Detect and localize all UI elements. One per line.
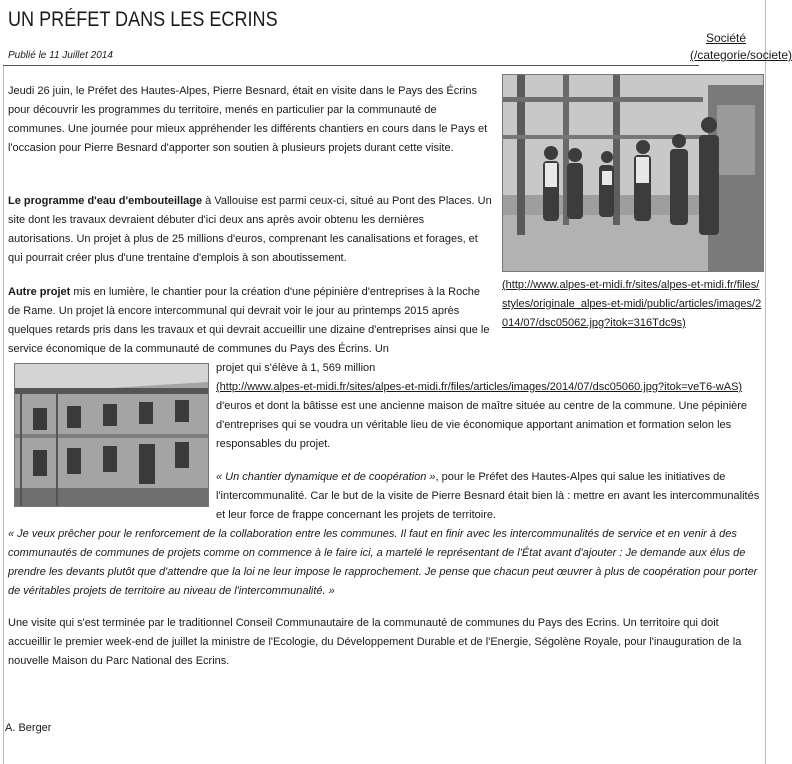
photo2-link[interactable]: (http://www.alpes-et-midi.fr/sites/alpes-et-midi.fr/files/articles/images/2014/07/dsc05060.jpg?itok=veT6-wAS) (216, 381, 743, 393)
water-heading: Le programme d'eau d'embouteillage (8, 195, 203, 207)
paragraph-water (8, 192, 492, 268)
category-label[interactable]: Société (705, 31, 747, 45)
category-url[interactable]: (/categorie/societe) (690, 48, 792, 62)
nursery-heading: Autre projet (8, 286, 71, 298)
author-name: A. Berger (5, 722, 52, 734)
paragraph-quote: « Je veux prêcher pour le renforcement de la collaboration entre les communes. Il faut en finir avec les intercommunalités de service et en venir à des communautés de communes de projets comme on commence à le faire ici, a martelé le représentant de l'État avant d'ajouter : Je demande aux élus de prendre les devants plutôt que d'attendre que la loi ne leur impose le rapprochement. Je pense que chacun peut œuvrer à plus de coopération pour porter de véritables projets de territoire au niveau de l'intercommunalité. » (8, 528, 758, 597)
photo1-caption[interactable]: (http://www.alpes-et-midi.fr/sites/alpes-et-midi.fr/files/styles/originale_alpes-et-midi/public/articles/images/2014/07/dsc05062.jpg?itok=316Tdc9s) (502, 279, 762, 329)
paragraph-cost (216, 359, 760, 454)
photo-officials-drawing (503, 75, 763, 271)
paragraph-quote-lead (216, 468, 760, 525)
photo-building-drawing (15, 364, 208, 506)
header-rule (3, 65, 699, 66)
quote-title: « Un chantier dynamique et de coopération » (216, 471, 436, 483)
paragraph-nursery (8, 283, 492, 359)
category-link[interactable] (690, 30, 792, 64)
paragraph-intro: Jeudi 26 juin, le Préfet des Hautes-Alpes, Pierre Besnard, était en visite dans le Pays des Écrins pour découvrir les programmes du territoire, menés en particulier par la communauté de communes. Une journée pour mieux appréhender les différents chantiers en cours dans le Pays et l'occasion pour Pierre Besnard d'apporter son soutien à plusieurs projets durant cette visite. (8, 85, 488, 154)
cost-end: d'euros et dont la bâtisse est une ancienne maison de maître située au centre de la commune. Une pépinière d'entreprises qui se voudra un véritable lieu de vie économique apportant animation et formation selon les responsables du projet. (216, 400, 748, 450)
cost-start: projet qui s'élève à 1, 569 million (216, 362, 376, 374)
photo-building[interactable] (14, 363, 209, 507)
water-text: à Vallouise est parmi ceux-ci, situé au Pont des Places. Un site dont les travaux devraient débuter d'ici deux ans après avoir obtenu les dernières autorisations. Un projet à plus de 25 millions d'euros, comprenant les canalisations et forages, et qui pourrait créer plus d'une trentaine d'emplois à son aboutissement. (8, 195, 492, 264)
photo-officials[interactable] (502, 74, 764, 272)
photo1-link[interactable] (502, 276, 764, 333)
quote-lead-text: , pour le Préfet des Hautes-Alpes qui salue les initiatives de l'intercommunalité. Car le but de la visite de Pierre Besnard était bien là : mettre en avant les intercommunalités et leur force de frappe concernant les projets de territoire. (216, 471, 760, 521)
paragraph-closing: Une visite qui s'est terminée par le traditionnel Conseil Communautaire de la communauté de communes du Pays des Ecrins. Un territoire qui doit accueillir le premier week-end de juillet la ministre de l'Ecologie, du Développement Durable et de l'Energie, Ségolène Royale, pour l'inauguration de la nouvelle Maison du Parc National des Ecrins. (8, 617, 742, 667)
left-border (3, 65, 4, 764)
publish-date: Publié le 11 Juillet 2014 (8, 50, 113, 61)
article-title: UN PRÉFET DANS LES ECRINS (8, 8, 278, 31)
nursery-text: mis en lumière, le chantier pour la création d'une pépinière d'entreprises à la Roche de Rame. Un projet là encore intercommunal qui devrait voir le jour au printemps 2015 après quelques retards pris dans les travaux et qui devrait accueillir une dizaine d'entreprises ainsi que le service économique de la communauté de communes du Pays des Écrins. Un (8, 286, 490, 355)
right-border (765, 0, 766, 764)
